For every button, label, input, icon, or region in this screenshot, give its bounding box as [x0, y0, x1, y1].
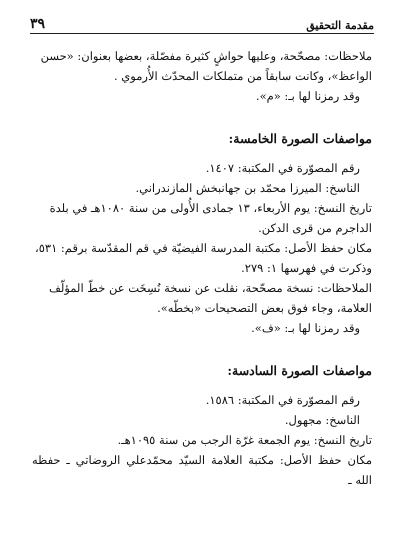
- section5-library-no: رقم المصوّرة في المكتبة: ١٤٠٧.: [205, 161, 360, 175]
- section5-code: وقد رمزنا لها بـ: «ف».: [251, 321, 360, 335]
- spacer: [32, 338, 372, 360]
- page-number: ٣٩: [30, 16, 46, 32]
- page-body: [32, 46, 372, 490]
- section5-origin-line2: وذكرت في فهرسها ١: ٢٧٩.: [241, 261, 372, 275]
- section5-scribe: الناسخ: الميرزا محمّد بن جهانبخش المازندراني.: [135, 181, 360, 195]
- page-header: [30, 14, 374, 32]
- block1-notes-line2: الواعظ»، وكانت سابقاً من متملكات المحدّث الأُرموي .: [113, 69, 372, 83]
- section6-date: تاريخ النسخ: يوم الجمعة غرّة الرجب من سنة ١٠٩٥هـ.: [117, 433, 372, 447]
- section5-date-line1: تاريخ النسخ: يوم الأربعاء، ١٣ جمادى الأُولى من سنة ١٠٨٠هـ في بلدة: [49, 201, 372, 215]
- header-rule: [30, 33, 374, 34]
- section5-notes-line1: الملاحظات: نسخة مصحّحة، نقلت عن نسخة نُسِخَت عن خطّ المؤلّف: [48, 281, 372, 295]
- section6-library-no: رقم المصوّرة في المكتبة: ١٥٨٦.: [205, 393, 360, 407]
- section6-scribe: الناسخ: مجهول.: [284, 413, 360, 427]
- section5-heading: مواصفات الصورة الخامسة:: [228, 131, 372, 146]
- block1-code: وقد رمزنا لها بـ: «م».: [255, 89, 360, 103]
- section6-heading: مواصفات الصورة السادسة:: [227, 363, 372, 378]
- section5-origin-line1: مكان حفظ الأصل: مكتبة المدرسة الفيضيّة في قم المقدّسة برقم: ٥٣١،: [35, 241, 372, 255]
- block1-notes-line1: ملاحظات: مصحّحة، وعليها حواشٍ كثيرة مفصّلة، بعضها بعنوان: «حسن: [40, 49, 372, 63]
- section5-date-line2: الداجرم من قرى الدكن.: [258, 221, 372, 235]
- running-title: مقدمة التحقيق: [306, 19, 374, 32]
- spacer: [32, 150, 372, 158]
- spacer: [32, 106, 372, 128]
- spacer: [32, 382, 372, 390]
- section6-origin: مكان حفظ الأصل: مكتبة العلامة السيّد محمّدعلي الروضاتي ـ حفظه الله ـ: [32, 453, 372, 487]
- section5-notes-line2: العلامة، وجاء فوق بعض التصحيحات «بخطّه».: [157, 301, 372, 315]
